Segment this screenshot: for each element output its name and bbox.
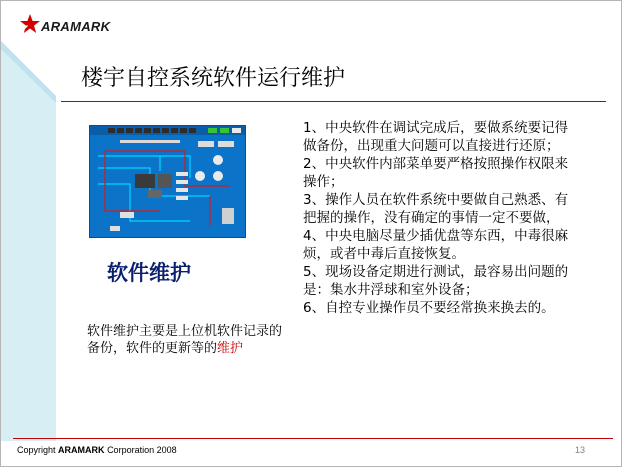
copyright <box>17 445 177 455</box>
point-item: 3、操作人员在软件系统中要做自己熟悉、有把握的操作，没有确定的事情一定不要做， <box>303 192 569 226</box>
point-item: 2、中央软件内部菜单要严格按照操作权限来操作； <box>303 156 569 190</box>
title-divider <box>61 101 606 102</box>
footer-divider <box>13 438 613 439</box>
point-item: 6、自控专业操作员不要经常换来换去的。 <box>303 300 555 316</box>
description-highlight: 维护 <box>217 341 244 356</box>
point-item: 1、中央软件在调试完成后，要做系统要记得做备份，出现重大问题可以直接进行还原； <box>303 120 569 154</box>
description-body: 软件维护主要是上位机软件记录的备份，软件的更新等的 <box>87 324 283 356</box>
maintenance-points <box>303 119 575 317</box>
star-icon <box>19 13 41 35</box>
logo-text: ARAMARK <box>41 19 111 34</box>
bms-software-screenshot <box>89 125 246 238</box>
copyright-prefix: Copyright <box>17 445 56 455</box>
description-text <box>87 323 282 357</box>
point-item: 4、中央电脑尽量少插优盘等东西，中毒很麻烦，或者中毒后直接恢复。 <box>303 228 569 262</box>
page-number: 13 <box>574 445 585 455</box>
copyright-suffix: Corporation 2008 <box>107 445 177 455</box>
slide-title: 楼宇自控系统软件运行维护 <box>81 66 346 91</box>
point-item: 5、现场设备定期进行测试，最容易出问题的是：集水井浮球和室外设备； <box>303 264 569 298</box>
copyright-brand: ARAMARK <box>58 445 105 455</box>
section-heading: 软件维护 <box>107 261 191 285</box>
